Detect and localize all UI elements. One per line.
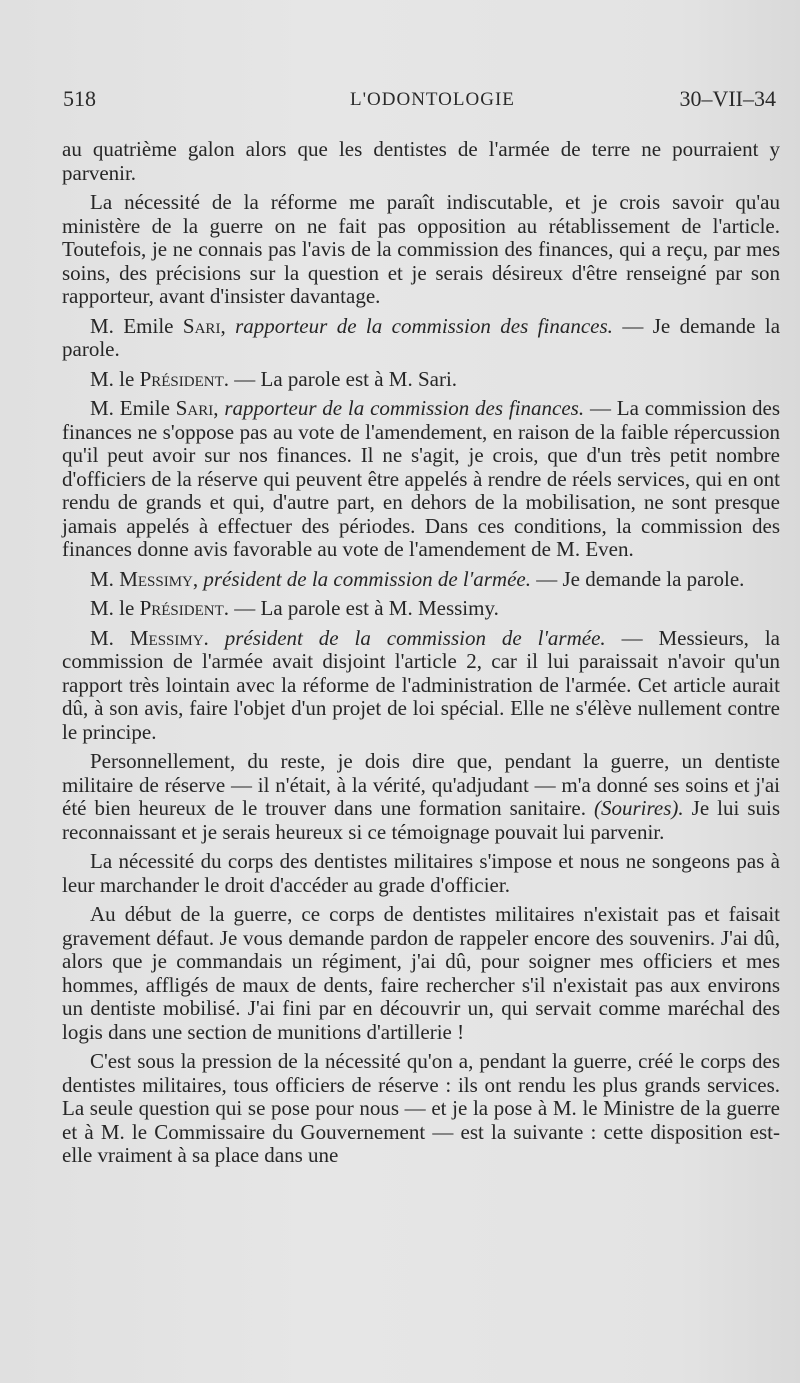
speaker-name: Président bbox=[139, 366, 224, 391]
page-body bbox=[62, 138, 780, 1174]
paragraph-text: C'est sous la pression de la nécessité qu'on a, pendant la guerre, créé le corps des dentistes militaires, tous officiers de réserve : ils ont rendu les plus grands services. La seule question qui se pose pour nous — et je la pose à M. le Ministre de la guerre et à M. le Commissaire du Gouvernement — est la suivante : cette disposition est-elle vraiment à sa place dans une bbox=[62, 1049, 780, 1167]
issue-date: 30–VII–34 bbox=[679, 86, 776, 111]
speaker-prefix: M. le bbox=[90, 366, 135, 391]
speaker-name: Sari bbox=[182, 313, 221, 338]
paragraph-text: — Je demande la parole. bbox=[62, 313, 781, 361]
paragraph-text: . — La parole est à M. Messimy. bbox=[223, 596, 499, 620]
speaker-prefix: M. bbox=[90, 566, 114, 591]
paragraph-necessite bbox=[62, 850, 780, 897]
paragraph-text: — Je demande la parole. bbox=[536, 566, 745, 591]
running-header bbox=[63, 86, 780, 116]
speaker-name: Messimy bbox=[119, 566, 193, 591]
speech-messimy-2: M. Messimy. président de la commission de l'armée. — Messieurs, la commission de l'armée avait disjoint l'article 2, car il lui paraissait n'avoir qu'un rapport très lointain avec la réforme de l'administration de l'armée. Cet article aurait dû, à son avis, faire l'objet d'un projet de loi spécial. Elle ne s'élève nullement contre le principe. bbox=[62, 625, 780, 744]
speaker-name: Sari bbox=[175, 396, 214, 420]
speech-president-2 bbox=[62, 597, 780, 621]
paragraph-personnellement bbox=[62, 750, 780, 844]
speaker-role: rapporteur de la commission des finances. bbox=[235, 313, 613, 338]
speaker-name: Président bbox=[139, 596, 224, 620]
paragraph-1 bbox=[62, 138, 780, 185]
speaker-prefix: M. le bbox=[90, 596, 135, 620]
speech-sari-2: M. Emile Sari, rapporteur de la commission des finances. — La commission des finances ne s'oppose pas au vote de l'amendement, en raison de la faible répercussion qu'il peut avoir sur nos finances. Il ne s'agit, je crois, que d'un très petit nombre d'officiers de la réserve qui peuvent être appelés à rendre de réels services, qui en ont rendu de grands et qui, d'autre part, en dehors de la mobilisation, ne sont presque jamais appelés à effectuer des périodes. Dans ces conditions, la commission des finances donne avis favorable au vote de l'amendement de M. Even. bbox=[62, 396, 781, 561]
speech-messimy-1: M. Messimy, président de la commission de l'armée. — Je demande la parole. bbox=[90, 566, 745, 591]
speaker-name: Messimy bbox=[129, 625, 204, 650]
paragraph-text-after: Je lui suis reconnaissant et je serais heureux si ce témoignage pouvait lui parvenir. bbox=[62, 796, 781, 844]
paragraph-text: au quatrième galon alors que les dentistes de l'armée de terre ne pourraient y parvenir. bbox=[62, 137, 780, 185]
paragraph-text: La nécessité du corps des dentistes militaires s'impose et nous ne songeons pas à leur marchander le droit d'accéder au grade d'officier. bbox=[62, 849, 780, 897]
paragraph-debut-guerre bbox=[62, 903, 780, 1044]
paragraph-text: Personnellement, du reste, je dois dire que, pendant la guerre, un dentiste militaire de réserve — il n'était, à la vérité, qu'adjudant — m'a donné ses soins et j'ai été bien heureux de le trouver dans une formation sanitaire. bbox=[62, 749, 780, 820]
paragraph-2 bbox=[62, 191, 780, 309]
speaker-prefix: M. bbox=[90, 625, 114, 650]
speaker-role: président de la commission de l'armée. bbox=[203, 566, 531, 591]
paragraph-text: Au début de la guerre, ce corps de dentistes militaires n'existait pas et faisait gravement défaut. Je vous demande pardon de rappeler encore des souvenirs. J'ai dû, alors que je commandais un régiment, j'ai dû, pour soigner mes officiers et mes hommes, affligés de maux de dents, faire rechercher s'il n'existait pas aux environs un dentiste mobilisé. J'ai fini par en découvrir un, qui servait comme maréchal des logis dans une section de munitions d'artillerie ! bbox=[62, 902, 780, 1044]
speech-sari-1: M. Emile Sari, rapporteur de la commission des finances. — Je demande la parole. bbox=[62, 313, 781, 361]
paragraph-text: — Messieurs, la commission de l'armée avait disjoint l'article 2, car il lui paraissait n'avoir qu'un rapport très lointain avec la réforme de l'administration de l'armée. Cet article aurait dû, à son avis, faire l'objet d'un projet de loi spécial. Elle ne s'élève nullement contre le principe. bbox=[62, 625, 780, 744]
paragraph-text: La nécessité de la réforme me paraît indiscutable, et je crois savoir qu'au ministère de la guerre on ne fait pas opposition au rétablissement de l'article. Toutefois, je ne connais pas l'avis de la commission des finances, qui a reçu, par mes soins, des précisions sur la question et je serais désireux d'être renseigné par son rapporteur, avant d'insister davantage. bbox=[62, 190, 780, 308]
speaker-role: rapporteur de la commission des finances. bbox=[224, 396, 585, 420]
page-number: 518 bbox=[63, 86, 96, 111]
speaker-prefix: M. Emile bbox=[90, 396, 170, 420]
speech-president-1 bbox=[62, 368, 780, 392]
paragraph-pression bbox=[62, 1050, 780, 1168]
paragraph-text: . — La parole est à M. Sari. bbox=[223, 366, 458, 391]
aside-sourires: (Sourires). bbox=[594, 796, 684, 820]
paragraph-text: — La commission des finances ne s'oppose pas au vote de l'amendement, en raison de la faible répercussion qu'il peut avoir sur nos finances. Il ne s'agit, je crois, que d'un très petit nombre d'officiers de la réserve qui peuvent être appelés à rendre de réels services, qui en ont rendu de grands et qui, d'autre part, en dehors de la mobilisation, ne sont presque jamais appelés à effectuer des périodes. Dans ces conditions, la commission des finances donne avis favorable au vote de l'amendement de M. Even. bbox=[62, 396, 781, 561]
speaker-prefix: M. Emile bbox=[90, 313, 174, 338]
journal-title: L'ODONTOLOGIE bbox=[350, 89, 515, 110]
speaker-role: président de la commission de l'armée. bbox=[224, 625, 606, 650]
